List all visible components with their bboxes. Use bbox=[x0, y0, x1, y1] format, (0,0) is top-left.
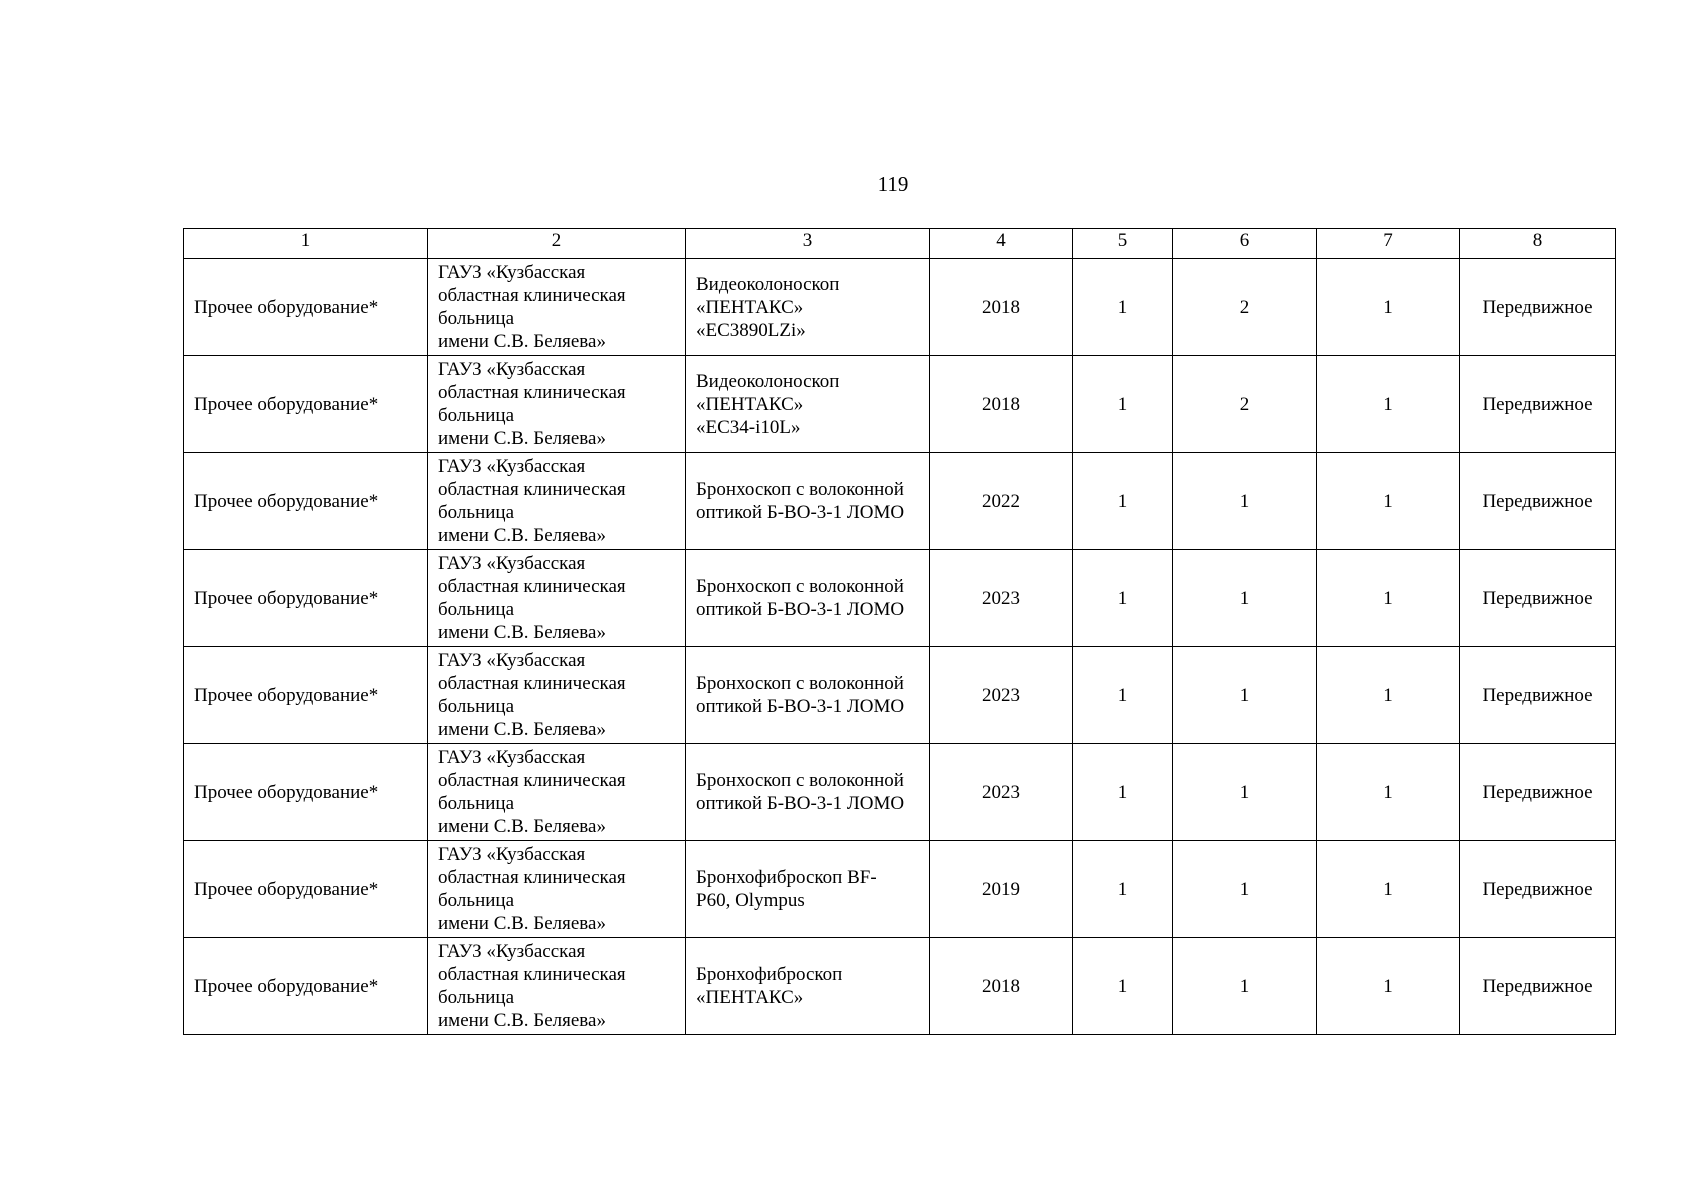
table-body bbox=[184, 259, 1616, 1035]
organization-line: областная клиническая bbox=[438, 867, 626, 888]
device-name-line: Бронхоскоп с волоконной bbox=[696, 673, 904, 694]
device-name-cell bbox=[686, 841, 930, 938]
device-name-line: «ПЕНТАКС» bbox=[696, 987, 804, 1008]
table-row bbox=[184, 647, 1616, 744]
device-name-line: оптикой Б-ВО-3-1 ЛОМО bbox=[696, 502, 905, 523]
organization-line: имени С.В. Беляева» bbox=[438, 913, 606, 934]
column-7-cell: 1 bbox=[1317, 453, 1460, 550]
column-5-cell: 1 bbox=[1073, 550, 1173, 647]
device-name-cell bbox=[686, 647, 930, 744]
organization-line: больница bbox=[438, 890, 514, 911]
organization-cell bbox=[428, 647, 686, 744]
device-name-cell bbox=[686, 356, 930, 453]
mobility-cell: Передвижное bbox=[1460, 841, 1616, 938]
column-7-cell: 1 bbox=[1317, 744, 1460, 841]
device-name-line: Бронхоскоп с волоконной bbox=[696, 479, 904, 500]
organization-line: ГАУЗ «Кузбасская bbox=[438, 553, 586, 574]
column-6-cell: 1 bbox=[1173, 453, 1317, 550]
organization-line: областная клиническая bbox=[438, 479, 626, 500]
year-cell: 2018 bbox=[930, 259, 1073, 356]
equipment-type-cell: Прочее оборудование* bbox=[184, 453, 428, 550]
column-6-cell: 1 bbox=[1173, 841, 1317, 938]
table-row bbox=[184, 938, 1616, 1035]
column-6-cell: 1 bbox=[1173, 744, 1317, 841]
device-name-line: «EC34-i10L» bbox=[696, 416, 801, 438]
column-5-cell: 1 bbox=[1073, 938, 1173, 1035]
device-name-line: Бронхофиброскоп bbox=[696, 964, 843, 985]
column-6-cell: 2 bbox=[1173, 356, 1317, 453]
equipment-type-cell: Прочее оборудование* bbox=[184, 744, 428, 841]
year-cell: 2018 bbox=[930, 356, 1073, 453]
organization-line: ГАУЗ «Кузбасская bbox=[438, 456, 586, 477]
mobility-cell: Передвижное bbox=[1460, 550, 1616, 647]
device-name-line: оптикой Б-ВО-3-1 ЛОМО bbox=[696, 793, 905, 814]
column-7-cell: 1 bbox=[1317, 938, 1460, 1035]
organization-line: больница bbox=[438, 793, 514, 814]
organization-line: больница bbox=[438, 308, 514, 329]
organization-line: ГАУЗ «Кузбасская bbox=[438, 262, 586, 283]
year-cell: 2022 bbox=[930, 453, 1073, 550]
equipment-type-cell: Прочее оборудование* bbox=[184, 259, 428, 356]
organization-line: областная клиническая bbox=[438, 382, 626, 403]
organization-line: областная клиническая bbox=[438, 673, 626, 694]
device-name-cell bbox=[686, 259, 930, 356]
organization-line: ГАУЗ «Кузбасская bbox=[438, 844, 586, 865]
organization-line: ГАУЗ «Кузбасская bbox=[438, 359, 586, 380]
equipment-type-cell: Прочее оборудование* bbox=[184, 550, 428, 647]
device-name-line: «ПЕНТАКС» bbox=[696, 296, 804, 318]
table-row bbox=[184, 259, 1616, 356]
page-number: 119 bbox=[877, 172, 909, 196]
equipment-type-cell: Прочее оборудование* bbox=[184, 647, 428, 744]
column-5-cell: 1 bbox=[1073, 356, 1173, 453]
equipment-type-cell: Прочее оборудование* bbox=[184, 356, 428, 453]
device-name-line: Бронхоскоп с волоконной bbox=[696, 576, 904, 597]
organization-line: имени С.В. Беляева» bbox=[438, 622, 606, 643]
column-6-cell: 1 bbox=[1173, 647, 1317, 744]
organization-line: имени С.В. Беляева» bbox=[438, 719, 606, 740]
organization-line: областная клиническая bbox=[438, 285, 626, 306]
organization-line: имени С.В. Беляева» bbox=[438, 331, 606, 352]
header-cell: 1 bbox=[184, 229, 428, 259]
device-name-line: Видеоколоноскоп bbox=[696, 370, 840, 392]
device-name-line: «EC3890LZi» bbox=[696, 319, 806, 341]
table-row bbox=[184, 744, 1616, 841]
equipment-table bbox=[183, 228, 1616, 1035]
device-name-line: P60, Olympus bbox=[696, 890, 805, 911]
organization-line: имени С.В. Беляева» bbox=[438, 525, 606, 546]
mobility-cell: Передвижное bbox=[1460, 356, 1616, 453]
table-row bbox=[184, 453, 1616, 550]
organization-line: ГАУЗ «Кузбасская bbox=[438, 650, 586, 671]
device-name-line: Бронхофиброскоп BF- bbox=[696, 867, 877, 888]
header-cell: 6 bbox=[1173, 229, 1317, 259]
mobility-cell: Передвижное bbox=[1460, 938, 1616, 1035]
header-cell: 2 bbox=[428, 229, 686, 259]
year-cell: 2023 bbox=[930, 550, 1073, 647]
equipment-type-cell: Прочее оборудование* bbox=[184, 841, 428, 938]
header-cell: 4 bbox=[930, 229, 1073, 259]
year-cell: 2019 bbox=[930, 841, 1073, 938]
organization-line: больница bbox=[438, 502, 514, 523]
header-cell: 3 bbox=[686, 229, 930, 259]
table-row bbox=[184, 841, 1616, 938]
header-cell: 5 bbox=[1073, 229, 1173, 259]
column-6-cell: 1 bbox=[1173, 938, 1317, 1035]
device-name-cell bbox=[686, 550, 930, 647]
device-name-line: «ПЕНТАКС» bbox=[696, 393, 804, 415]
column-5-cell: 1 bbox=[1073, 259, 1173, 356]
organization-cell bbox=[428, 356, 686, 453]
organization-cell bbox=[428, 259, 686, 356]
column-7-cell: 1 bbox=[1317, 550, 1460, 647]
mobility-cell: Передвижное bbox=[1460, 453, 1616, 550]
device-name-line: Видеоколоноскоп bbox=[696, 273, 840, 295]
mobility-cell: Передвижное bbox=[1460, 744, 1616, 841]
organization-line: областная клиническая bbox=[438, 964, 626, 985]
column-7-cell: 1 bbox=[1317, 356, 1460, 453]
year-cell: 2018 bbox=[930, 938, 1073, 1035]
organization-line: больница bbox=[438, 696, 514, 717]
organization-line: больница bbox=[438, 405, 514, 426]
organization-line: областная клиническая bbox=[438, 770, 626, 791]
device-name-cell bbox=[686, 744, 930, 841]
organization-cell bbox=[428, 453, 686, 550]
year-cell: 2023 bbox=[930, 744, 1073, 841]
organization-cell bbox=[428, 841, 686, 938]
device-name-line: оптикой Б-ВО-3-1 ЛОМО bbox=[696, 696, 905, 717]
column-5-cell: 1 bbox=[1073, 453, 1173, 550]
column-5-cell: 1 bbox=[1073, 841, 1173, 938]
mobility-cell: Передвижное bbox=[1460, 259, 1616, 356]
year-cell: 2023 bbox=[930, 647, 1073, 744]
device-name-cell bbox=[686, 453, 930, 550]
organization-line: больница bbox=[438, 987, 514, 1008]
organization-line: имени С.В. Беляева» bbox=[438, 816, 606, 837]
mobility-cell: Передвижное bbox=[1460, 647, 1616, 744]
column-6-cell: 1 bbox=[1173, 550, 1317, 647]
header-cell: 8 bbox=[1460, 229, 1616, 259]
organization-line: ГАУЗ «Кузбасская bbox=[438, 747, 586, 768]
header-cell: 7 bbox=[1317, 229, 1460, 259]
device-name-line: оптикой Б-ВО-3-1 ЛОМО bbox=[696, 599, 905, 620]
column-7-cell: 1 bbox=[1317, 647, 1460, 744]
organization-cell bbox=[428, 550, 686, 647]
organization-line: областная клиническая bbox=[438, 576, 626, 597]
device-name-cell bbox=[686, 938, 930, 1035]
header-row bbox=[184, 229, 1616, 259]
column-6-cell: 2 bbox=[1173, 259, 1317, 356]
table-row bbox=[184, 550, 1616, 647]
device-name-line: Бронхоскоп с волоконной bbox=[696, 770, 904, 791]
organization-line: ГАУЗ «Кузбасская bbox=[438, 941, 586, 962]
column-5-cell: 1 bbox=[1073, 647, 1173, 744]
organization-cell bbox=[428, 744, 686, 841]
column-5-cell: 1 bbox=[1073, 744, 1173, 841]
organization-line: имени С.В. Беляева» bbox=[438, 428, 606, 449]
organization-cell bbox=[428, 938, 686, 1035]
table-row bbox=[184, 356, 1616, 453]
column-7-cell: 1 bbox=[1317, 841, 1460, 938]
organization-line: больница bbox=[438, 599, 514, 620]
equipment-type-cell: Прочее оборудование* bbox=[184, 938, 428, 1035]
column-7-cell: 1 bbox=[1317, 259, 1460, 356]
organization-line: имени С.В. Беляева» bbox=[438, 1010, 606, 1031]
